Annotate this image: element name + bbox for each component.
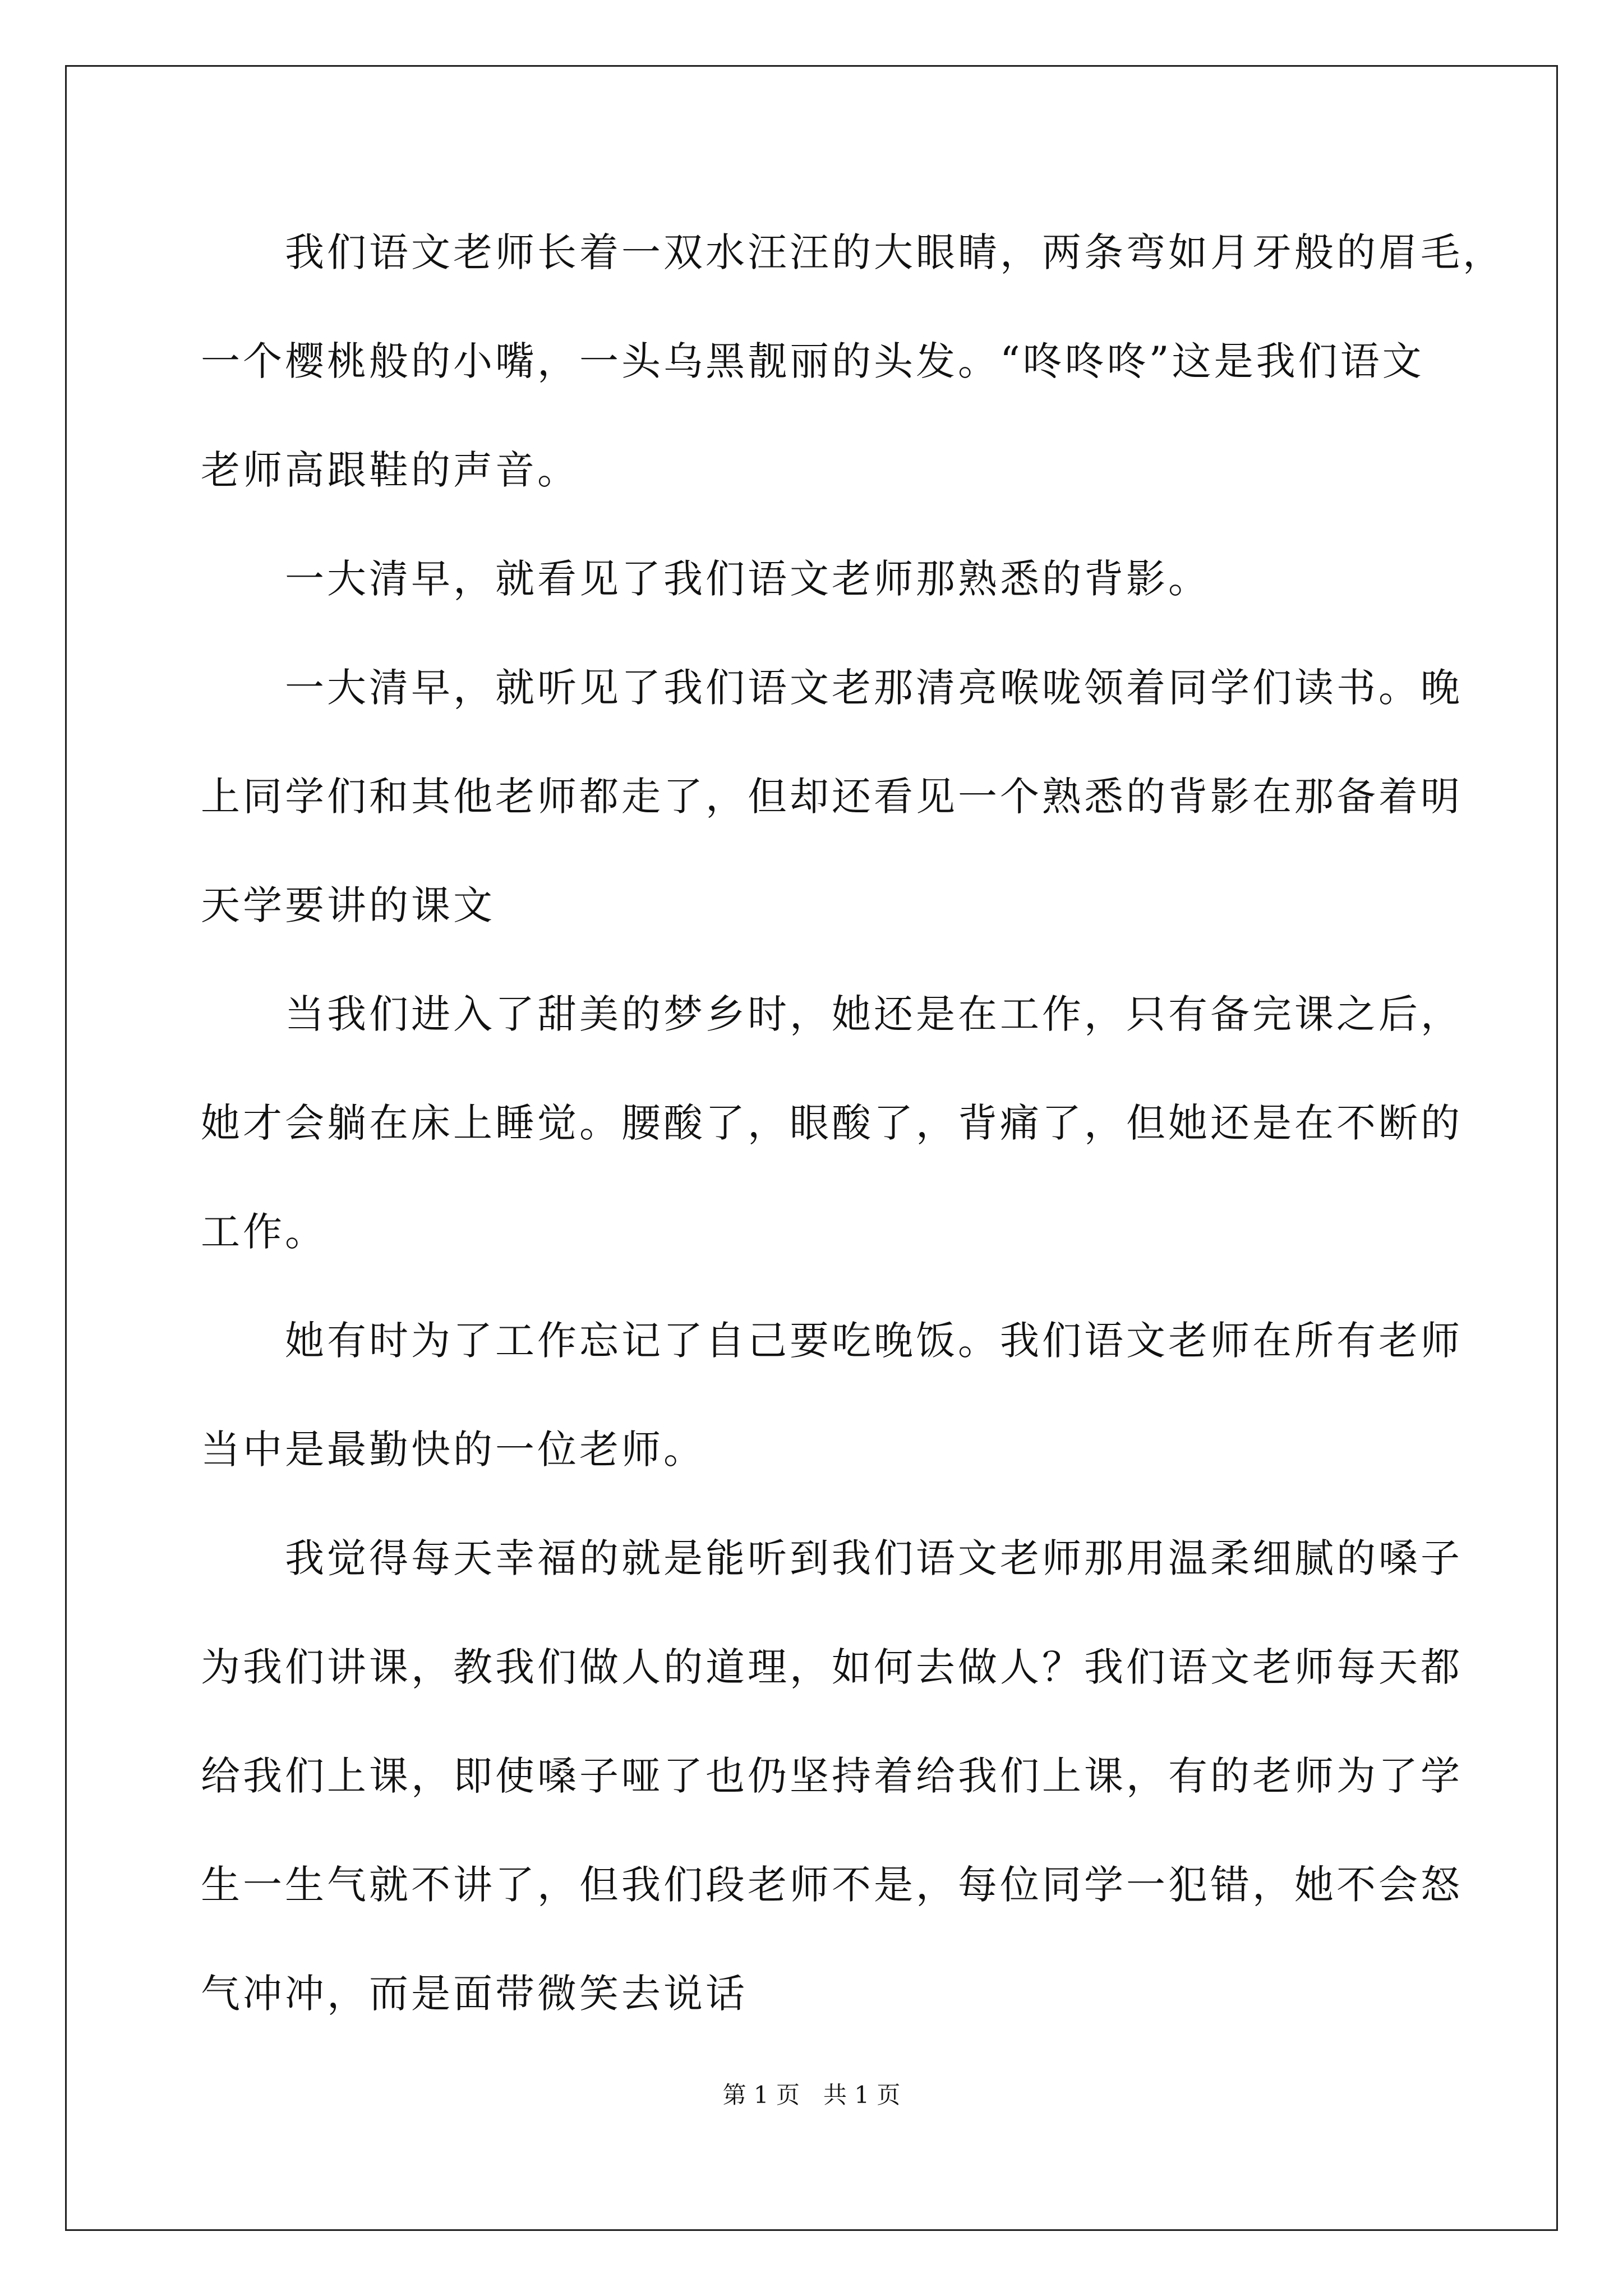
- text-line: 气冲冲，而是面带微笑去说话: [201, 1971, 748, 2017]
- text-line: 工作。: [201, 1209, 327, 1255]
- text-line: 生一生气就不讲了，但我们段老师不是，每位同学一犯错，她不会怒: [201, 1862, 1463, 1908]
- text-line: 她才会躺在床上睡觉。腰酸了，眼酸了，背痛了，但她还是在不断的: [201, 1100, 1463, 1146]
- text-line: 老师高跟鞋的声音。: [201, 447, 579, 493]
- text-line: 当我们进入了甜美的梦乡时，她还是在工作，只有备完课之后，: [201, 991, 1463, 1037]
- text-line: 一大清早，就看见了我们语文老师那熟悉的背影。: [201, 556, 1210, 602]
- text-line: 当中是最勤快的一位老师。: [201, 1427, 706, 1473]
- text-line: 一大清早，就听见了我们语文老那清亮喉咙领着同学们读书。晚: [201, 665, 1463, 711]
- text-line: 我觉得每天幸福的就是能听到我们语文老师那用温柔细腻的嗓子: [201, 1535, 1463, 1581]
- text-line: 一个樱桃般的小嘴，一头乌黑靓丽的头发。“咚咚咚”这是我们语文: [201, 338, 1424, 384]
- text-line: 为我们讲课，教我们做人的道理，如何去做人？我们语文老师每天都: [201, 1644, 1463, 1690]
- text-line: 她有时为了工作忘记了自己要吃晚饭。我们语文老师在所有老师: [201, 1318, 1463, 1364]
- text-line: 天学要讲的课文: [201, 882, 495, 928]
- text-line: 上同学们和其他老师都走了，但却还看见一个熟悉的背影在那备着明: [201, 774, 1463, 820]
- page-footer: 第 1 页 共 1 页: [722, 2081, 901, 2109]
- text-line: 给我们上课，即使嗓子哑了也仍坚持着给我们上课，有的老师为了学: [201, 1753, 1463, 1799]
- text-line: 我们语文老师长着一双水汪汪的大眼睛，两条弯如月牙般的眉毛，: [201, 229, 1505, 275]
